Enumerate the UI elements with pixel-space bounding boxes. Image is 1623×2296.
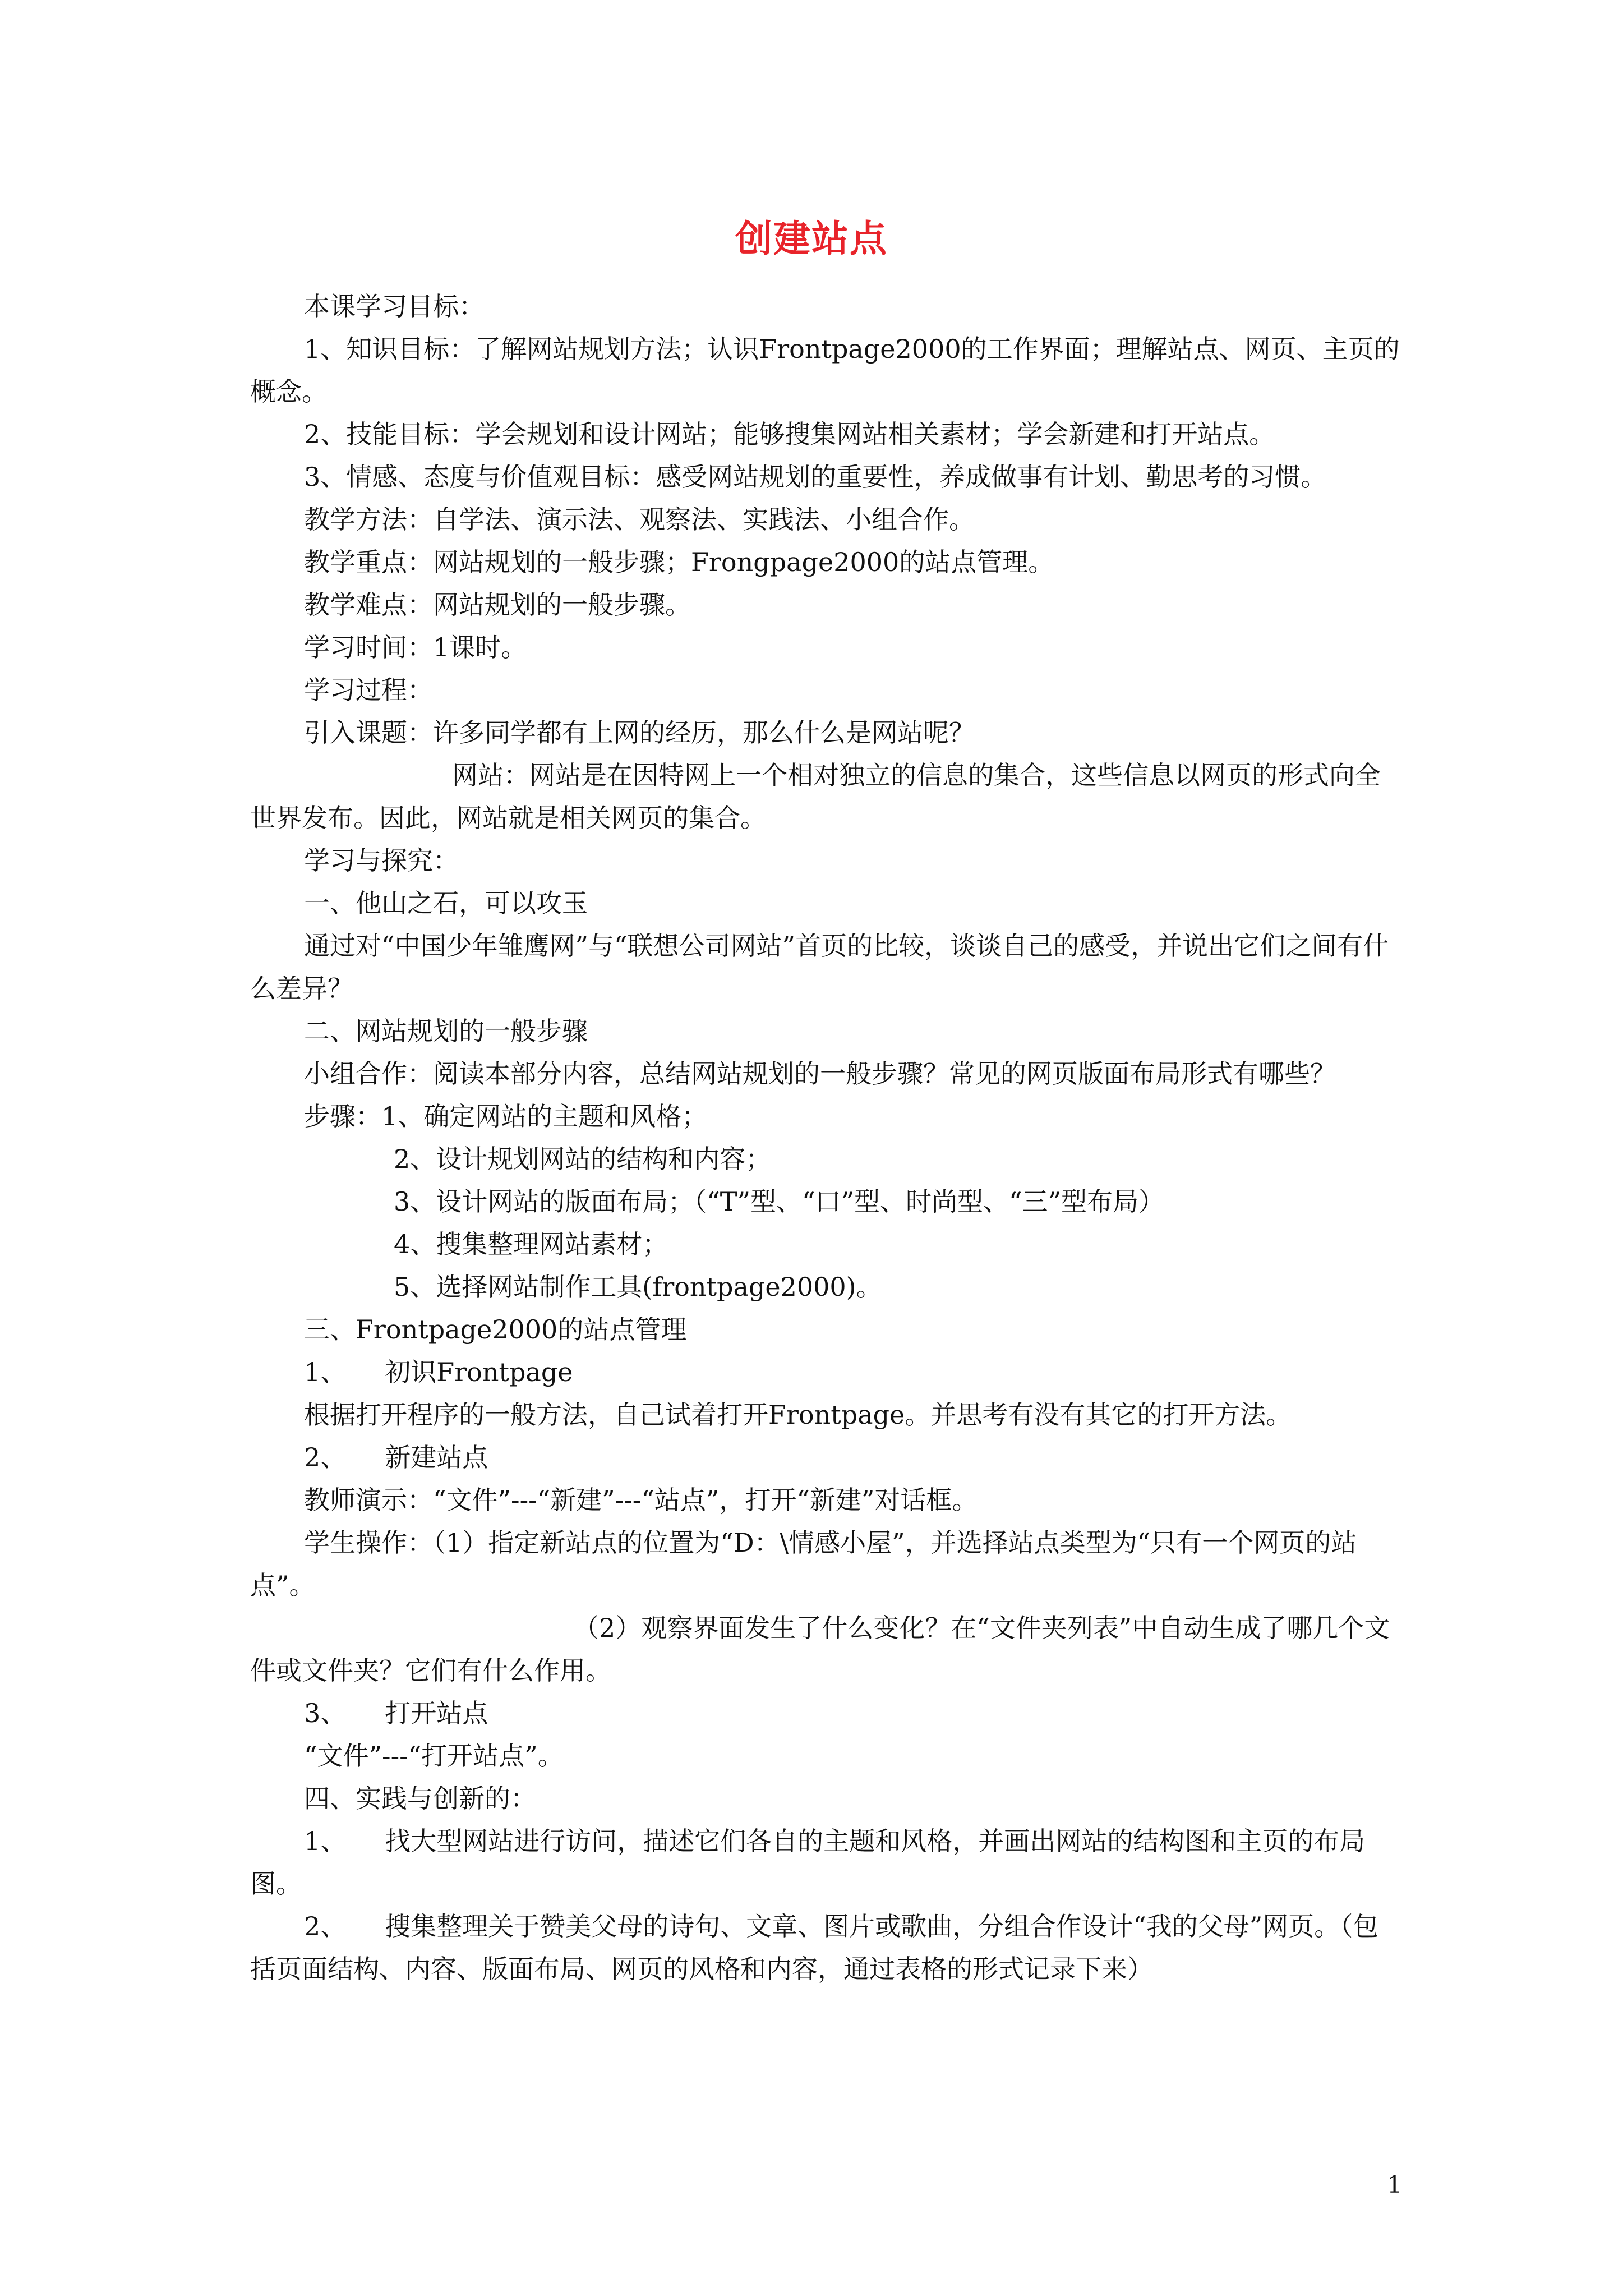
paragraph-teaching-focus: 教学重点：网站规划的一般步骤；Frongpage2000的站点管理。 (304, 547, 1054, 577)
paragraph-student-operation: 学生操作：（1）指定新站点的位置为“D：\情感小屋”，并选择站点类型为“只有一个网页的站点”。 (250, 1527, 1357, 1600)
paragraph-teaching-method: 教学方法：自学法、演示法、观察法、实践法、小组合作。 (304, 504, 975, 535)
section-heading-4: 四、实践与创新的： (304, 1783, 536, 1814)
list-item-step-3: 3、设计网站的版面布局；（“T”型、“口”型、时尚型、“三”型布局） (394, 1186, 1165, 1217)
list-item-step-5: 5、选择网站制作工具(frontpage2000)。 (394, 1272, 882, 1302)
document-body (250, 285, 1403, 1990)
paragraph-open-frontpage: 根据打开程序的一般方法，自己试着打开Frontpage。并思考有没有其它的打开方法。 (304, 1400, 1292, 1430)
paragraph-practice-1: 1、 找大型网站进行访问，描述它们各自的主题和风格，并画出网站的结构图和主页的布局图。 (250, 1826, 1366, 1899)
paragraph-emotion-goal: 3、情感、态度与价值观目标：感受网站规划的重要性，养成做事有计划、勤思考的习惯。 (304, 462, 1327, 492)
paragraph-skill-goal: 2、技能目标：学会规划和设计网站；能够搜集网站相关素材；学会新建和打开站点。 (304, 419, 1275, 449)
subheading-new-site: 2、 新建站点 (304, 1442, 488, 1473)
paragraph-compare-sites: 通过对“中国少年雏鹰网”与“联想公司网站”首页的比较，谈谈自己的感受，并说出它们之间有什么差异？ (250, 931, 1389, 1004)
list-item-step-4: 4、搜集整理网站素材； (394, 1229, 668, 1259)
paragraph-open-site-menu: “文件”---“打开站点”。 (304, 1741, 564, 1771)
subheading-open-site: 3、 打开站点 (304, 1698, 488, 1728)
paragraph-observe-interface: （2）观察界面发生了什么变化？在“文件夹列表”中自动生成了哪几个文件或文件夹？它们有什么作用。 (250, 1613, 1390, 1686)
paragraph-teacher-demo: 教师演示：“文件”---“新建”---“站点”，打开“新建”对话框。 (304, 1485, 978, 1515)
page-number: 1 (1387, 2171, 1402, 2198)
paragraph-intro-topic: 引入课题：许多同学都有上网的经历，那么什么是网站呢？ (304, 717, 975, 748)
paragraph-teaching-difficulty: 教学难点：网站规划的一般步骤。 (304, 590, 691, 620)
section-heading-2: 二、网站规划的一般步骤 (304, 1016, 588, 1046)
paragraph-objectives-heading: 本课学习目标： (304, 291, 485, 321)
page-title: 创建站点 (735, 217, 888, 260)
subheading-first-look: 1、 初识Frontpage (304, 1357, 573, 1387)
paragraph-practice-2: 2、 搜集整理关于赞美父母的诗句、文章、图片或歌曲，分组合作设计“我的父母”网页。（包括页面结构、内容、版面布局、网页的风格和内容，通过表格的形式记录下来） (250, 1911, 1379, 1984)
list-item-step-1: 步骤：1、确定网站的主题和风格； (304, 1101, 708, 1131)
paragraph-website-definition: 网站：网站是在因特网上一个相对独立的信息的集合，这些信息以网页的形式向全世界发布。因此，网站就是相关网页的集合。 (250, 760, 1381, 833)
paragraph-study-process: 学习过程： (304, 675, 433, 705)
section-heading-3: 三、Frontpage2000的站点管理 (304, 1314, 687, 1345)
paragraph-knowledge-goal: 1、知识目标：了解网站规划方法；认识Frontpage2000的工作界面；理解站点、网页、主页的概念。 (250, 334, 1400, 407)
paragraph-group-work: 小组合作：阅读本部分内容，总结网站规划的一般步骤？常见的网页版面布局形式有哪些？ (304, 1059, 1336, 1089)
section-heading-1: 一、他山之石，可以攻玉 (304, 888, 588, 918)
paragraph-study-explore: 学习与探究： (304, 845, 459, 876)
paragraph-study-time: 学习时间：1课时。 (304, 632, 527, 662)
list-item-step-2: 2、设计规划网站的结构和内容； (394, 1144, 772, 1174)
